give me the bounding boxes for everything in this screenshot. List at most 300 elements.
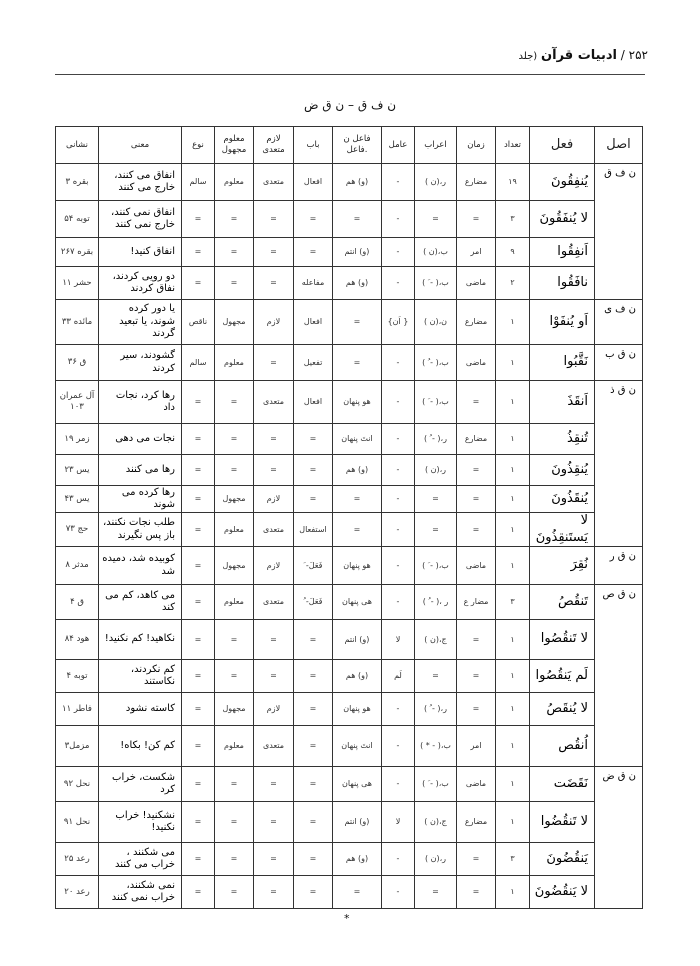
- type-cell: =: [182, 876, 215, 909]
- amil-cell: لا: [382, 620, 415, 660]
- page-header: [519, 48, 648, 63]
- bab-cell: =: [294, 486, 333, 513]
- meaning-cell: رها می کنند: [99, 455, 182, 486]
- transitivity-cell: =: [254, 767, 294, 802]
- col-meaning-header: معنی: [99, 127, 182, 164]
- voice-cell: معلوم: [215, 164, 254, 201]
- type-cell: =: [182, 802, 215, 843]
- voice-cell: =: [215, 267, 254, 300]
- count-cell: ۳: [496, 843, 530, 876]
- subject-cell: =: [333, 345, 382, 381]
- type-cell: =: [182, 424, 215, 455]
- bab-cell: تفعیل: [294, 345, 333, 381]
- volume-label: (جلد: [518, 51, 538, 62]
- amil-cell: { اَن}: [382, 300, 415, 345]
- root-cell: ن ف ق: [595, 164, 643, 300]
- type-cell: =: [182, 486, 215, 513]
- meaning-cell: انفاق کنید!: [99, 238, 182, 267]
- verb-table: [55, 126, 643, 909]
- page-number: ۲۵۲: [628, 48, 648, 62]
- transitivity-cell: =: [254, 238, 294, 267]
- tense-cell: =: [457, 876, 496, 909]
- table-row: [56, 620, 643, 660]
- verb-cell: نَقَّبُوا: [530, 345, 595, 381]
- subject-cell: (و) انتم: [333, 238, 382, 267]
- reference-cell: زمر ۱۹: [56, 424, 99, 455]
- reference-cell: یس ۴۳: [56, 486, 99, 513]
- meaning-cell: رها کرده می شوند: [99, 486, 182, 513]
- type-cell: =: [182, 547, 215, 585]
- verb-cell: لا یُنقَصُ: [530, 693, 595, 726]
- amil-cell: لا: [382, 802, 415, 843]
- reference-cell: فاطر ۱۱: [56, 693, 99, 726]
- amil-cell: -: [382, 164, 415, 201]
- root-cell: ن ق ر: [595, 547, 643, 585]
- root-cell: ن ق ص: [595, 585, 643, 767]
- table-header-row: [56, 127, 643, 164]
- amil-cell: -: [382, 201, 415, 238]
- meaning-cell: نکاهید! کم نکنید!: [99, 620, 182, 660]
- col-amil-header: عامل: [382, 127, 415, 164]
- reference-cell: آل عمران ۱۰۳: [56, 381, 99, 424]
- tense-cell: مضار ع: [457, 585, 496, 620]
- table-row: [56, 513, 643, 547]
- count-cell: ۱: [496, 345, 530, 381]
- subject-cell: (و) انتم: [333, 620, 382, 660]
- table-row: [56, 585, 643, 620]
- table-row: [56, 693, 643, 726]
- verb-cell: تُنقِذُ: [530, 424, 595, 455]
- voice-cell: =: [215, 201, 254, 238]
- voice-cell: معلوم: [215, 513, 254, 547]
- verb-cell: لا تَنقُصُوا: [530, 620, 595, 660]
- voice-cell: =: [215, 620, 254, 660]
- col-subject-header: فاعل ن .فاعل: [333, 127, 382, 164]
- table-row: [56, 767, 643, 802]
- table-row: [56, 267, 643, 300]
- table-row: [56, 164, 643, 201]
- tense-cell: مضارع: [457, 802, 496, 843]
- amil-cell: لَم: [382, 660, 415, 693]
- type-cell: =: [182, 201, 215, 238]
- root-cell: ن ق ض: [595, 767, 643, 909]
- irab-cell: =: [415, 201, 457, 238]
- transitivity-cell: =: [254, 802, 294, 843]
- voice-cell: =: [215, 767, 254, 802]
- subject-cell: =: [333, 876, 382, 909]
- transitivity-cell: =: [254, 876, 294, 909]
- verb-cell: لا تَنقُضُوا: [530, 802, 595, 843]
- col-type-header: نوع: [182, 127, 215, 164]
- irab-cell: ج،(ن ): [415, 620, 457, 660]
- verb-cell: لا یُنفَقُونَ: [530, 201, 595, 238]
- type-cell: =: [182, 726, 215, 767]
- meaning-cell: نشکنید! خراب نکنید!: [99, 802, 182, 843]
- subject-cell: =: [333, 513, 382, 547]
- table-row: [56, 660, 643, 693]
- voice-cell: =: [215, 660, 254, 693]
- count-cell: ۹: [496, 238, 530, 267]
- voice-cell: =: [215, 238, 254, 267]
- bab-cell: فَعَلَ- َ: [294, 547, 333, 585]
- count-cell: ۳: [496, 201, 530, 238]
- subject-cell: (و) هم: [333, 660, 382, 693]
- count-cell: ۱: [496, 547, 530, 585]
- meaning-cell: گشودند، سیر کردند: [99, 345, 182, 381]
- reference-cell: مائده ۳۳: [56, 300, 99, 345]
- bab-cell: =: [294, 693, 333, 726]
- count-cell: ۱: [496, 300, 530, 345]
- col-root-header: اصل: [595, 127, 643, 164]
- table-row: [56, 843, 643, 876]
- voice-cell: مجهول: [215, 693, 254, 726]
- amil-cell: -: [382, 547, 415, 585]
- transitivity-cell: =: [254, 843, 294, 876]
- reference-cell: بقره ۳: [56, 164, 99, 201]
- amil-cell: -: [382, 585, 415, 620]
- bab-cell: =: [294, 238, 333, 267]
- meaning-cell: کوبیده شد، دمیده شد: [99, 547, 182, 585]
- meaning-cell: انفاق نمی کنند، خارج نمی کنند: [99, 201, 182, 238]
- transitivity-cell: متعدی: [254, 726, 294, 767]
- tense-cell: =: [457, 486, 496, 513]
- subject-cell: =: [333, 486, 382, 513]
- tense-cell: مضارع: [457, 164, 496, 201]
- transitivity-cell: لازم: [254, 300, 294, 345]
- transitivity-cell: متعدی: [254, 164, 294, 201]
- verb-cell: یُنقَذُونَ: [530, 486, 595, 513]
- meaning-cell: رها کرد، نجات داد: [99, 381, 182, 424]
- tense-cell: =: [457, 843, 496, 876]
- amil-cell: -: [382, 267, 415, 300]
- col-reference-header: نشانی: [56, 127, 99, 164]
- voice-cell: مجهول: [215, 300, 254, 345]
- subject-cell: (و) هم: [333, 455, 382, 486]
- table-row: [56, 802, 643, 843]
- amil-cell: -: [382, 513, 415, 547]
- tense-cell: ماضی: [457, 767, 496, 802]
- type-cell: =: [182, 693, 215, 726]
- book-title: ادبیات قرآن: [541, 48, 617, 63]
- meaning-cell: طلب نجات نکنند، باز پس نگیرند: [99, 513, 182, 547]
- verb-cell: یَنقُضُونَ: [530, 843, 595, 876]
- bab-cell: مفاعله: [294, 267, 333, 300]
- voice-cell: =: [215, 424, 254, 455]
- reference-cell: حشر ۱۱: [56, 267, 99, 300]
- bab-cell: =: [294, 201, 333, 238]
- table-row: [56, 238, 643, 267]
- type-cell: =: [182, 455, 215, 486]
- tense-cell: امر: [457, 726, 496, 767]
- verb-cell: یُنقِذُونَ: [530, 455, 595, 486]
- count-cell: ۱: [496, 726, 530, 767]
- root-cell: ن ف ی: [595, 300, 643, 345]
- count-cell: ۱: [496, 660, 530, 693]
- meaning-cell: انفاق می کنند، خارج می کنند: [99, 164, 182, 201]
- type-cell: سالم: [182, 345, 215, 381]
- count-cell: ۱: [496, 802, 530, 843]
- root-cell: ن ق ب: [595, 345, 643, 381]
- tense-cell: مضارع: [457, 300, 496, 345]
- transitivity-cell: لازم: [254, 693, 294, 726]
- header-rule: [55, 74, 645, 75]
- voice-cell: =: [215, 455, 254, 486]
- root-cell: ن ق ذ: [595, 381, 643, 547]
- irab-cell: ج،(ن ): [415, 802, 457, 843]
- col-tense-header: زمان: [457, 127, 496, 164]
- meaning-cell: می شکنند ، خراب می کنند: [99, 843, 182, 876]
- tense-cell: مضارع: [457, 424, 496, 455]
- count-cell: ۳: [496, 585, 530, 620]
- bab-cell: =: [294, 726, 333, 767]
- verb-cell: نَقَضَت: [530, 767, 595, 802]
- subject-cell: (و) هم: [333, 843, 382, 876]
- verb-cell: لا یَنقُضُونَ: [530, 876, 595, 909]
- count-cell: ۱: [496, 693, 530, 726]
- subject-cell: هو پنهان: [333, 381, 382, 424]
- col-irab-header: اعراب: [415, 127, 457, 164]
- tense-cell: امر: [457, 238, 496, 267]
- amil-cell: -: [382, 424, 415, 455]
- verb-cell: اَنفِقُوا: [530, 238, 595, 267]
- meaning-cell: شکست، خراب کرد: [99, 767, 182, 802]
- header-separator: /: [620, 48, 625, 62]
- meaning-cell: کم نکردند، نکاستند: [99, 660, 182, 693]
- voice-cell: =: [215, 843, 254, 876]
- type-cell: =: [182, 843, 215, 876]
- amil-cell: -: [382, 726, 415, 767]
- voice-cell: معلوم: [215, 585, 254, 620]
- count-cell: ۱: [496, 620, 530, 660]
- type-cell: ناقص: [182, 300, 215, 345]
- type-cell: =: [182, 585, 215, 620]
- reference-cell: حج ۷۳: [56, 513, 99, 547]
- type-cell: =: [182, 267, 215, 300]
- table-row: [56, 876, 643, 909]
- bab-cell: =: [294, 455, 333, 486]
- tense-cell: ماضی: [457, 547, 496, 585]
- tense-cell: ماضی: [457, 345, 496, 381]
- verb-cell: لَم یَنقُصُوا: [530, 660, 595, 693]
- tense-cell: =: [457, 693, 496, 726]
- amil-cell: -: [382, 455, 415, 486]
- verb-cell: اُنقُص: [530, 726, 595, 767]
- amil-cell: -: [382, 381, 415, 424]
- type-cell: سالم: [182, 164, 215, 201]
- irab-cell: ب،( - َ ): [415, 767, 457, 802]
- amil-cell: -: [382, 876, 415, 909]
- table-row: [56, 726, 643, 767]
- meaning-cell: یا دور کرده شوند، یا تبعید گردند: [99, 300, 182, 345]
- reference-cell: توبه ۴: [56, 660, 99, 693]
- amil-cell: -: [382, 843, 415, 876]
- amil-cell: -: [382, 238, 415, 267]
- verb-cell: نُقِرَ: [530, 547, 595, 585]
- bab-cell: =: [294, 876, 333, 909]
- voice-cell: =: [215, 802, 254, 843]
- col-verb-header: فعل: [530, 127, 595, 164]
- bab-cell: =: [294, 767, 333, 802]
- meaning-cell: کاسته نشود: [99, 693, 182, 726]
- verb-cell: نافَقُوا: [530, 267, 595, 300]
- tense-cell: =: [457, 620, 496, 660]
- transitivity-cell: متعدی: [254, 585, 294, 620]
- bab-cell: افعال: [294, 300, 333, 345]
- count-cell: ۱: [496, 381, 530, 424]
- bab-cell: =: [294, 802, 333, 843]
- voice-cell: =: [215, 381, 254, 424]
- meaning-cell: دو رویی کردند، نفاق کردند: [99, 267, 182, 300]
- reference-cell: رعد ۲۵: [56, 843, 99, 876]
- reference-cell: بقره ۲۶۷: [56, 238, 99, 267]
- reference-cell: ق ۳۶: [56, 345, 99, 381]
- irab-cell: ر،(ن ): [415, 164, 457, 201]
- subject-cell: انتَ پنهان: [333, 726, 382, 767]
- irab-cell: ر،( - ُ ): [415, 693, 457, 726]
- count-cell: ۱: [496, 486, 530, 513]
- type-cell: =: [182, 620, 215, 660]
- table-row: [56, 201, 643, 238]
- col-transitivity-header: لازم متعدی: [254, 127, 294, 164]
- tense-cell: =: [457, 201, 496, 238]
- voice-cell: مجهول: [215, 547, 254, 585]
- irab-cell: =: [415, 486, 457, 513]
- amil-cell: -: [382, 767, 415, 802]
- reference-cell: مزمل۳: [56, 726, 99, 767]
- voice-cell: معلوم: [215, 345, 254, 381]
- subject-cell: (و) انتم: [333, 802, 382, 843]
- subject-cell: (و) هم: [333, 267, 382, 300]
- meaning-cell: نمی شکنند، خراب نمی کنند: [99, 876, 182, 909]
- table-row: [56, 381, 643, 424]
- transitivity-cell: متعدی: [254, 513, 294, 547]
- bab-cell: =: [294, 660, 333, 693]
- verb-cell: اَو یُنفَوْا: [530, 300, 595, 345]
- bab-cell: افعال: [294, 381, 333, 424]
- transitivity-cell: =: [254, 345, 294, 381]
- bab-cell: فَعَلَ- ُ: [294, 585, 333, 620]
- col-count-header: تعداد: [496, 127, 530, 164]
- irab-cell: ب،( - َ ): [415, 547, 457, 585]
- bab-cell: =: [294, 843, 333, 876]
- reference-cell: نحل ۹۱: [56, 802, 99, 843]
- count-cell: ۲: [496, 267, 530, 300]
- bab-cell: =: [294, 424, 333, 455]
- verb-cell: تَنقُصُ: [530, 585, 595, 620]
- verb-cell: یُنفِقُونَ: [530, 164, 595, 201]
- subject-cell: هی پنهان: [333, 767, 382, 802]
- table-row: [56, 547, 643, 585]
- irab-cell: =: [415, 660, 457, 693]
- tense-cell: =: [457, 660, 496, 693]
- table-row: [56, 300, 643, 345]
- subject-cell: هو پنهان: [333, 693, 382, 726]
- voice-cell: معلوم: [215, 726, 254, 767]
- table-row: [56, 424, 643, 455]
- meaning-cell: کم کن! بکاه!: [99, 726, 182, 767]
- tense-cell: ماضی: [457, 267, 496, 300]
- type-cell: =: [182, 660, 215, 693]
- irab-cell: ب،( - َ ): [415, 267, 457, 300]
- subject-cell: =: [333, 201, 382, 238]
- irab-cell: ن،(ن ): [415, 300, 457, 345]
- reference-cell: مدثر ۸: [56, 547, 99, 585]
- amil-cell: -: [382, 345, 415, 381]
- reference-cell: ق ۴: [56, 585, 99, 620]
- reference-cell: یس ۲۳: [56, 455, 99, 486]
- subject-cell: هی پنهان: [333, 585, 382, 620]
- transitivity-cell: متعدی: [254, 381, 294, 424]
- type-cell: =: [182, 238, 215, 267]
- subject-cell: =: [333, 300, 382, 345]
- reference-cell: رعد ۲۰: [56, 876, 99, 909]
- type-cell: =: [182, 767, 215, 802]
- voice-cell: مجهول: [215, 486, 254, 513]
- subject-cell: (و) هم: [333, 164, 382, 201]
- irab-cell: ر،( - ُ ): [415, 424, 457, 455]
- count-cell: ۱: [496, 513, 530, 547]
- type-cell: =: [182, 513, 215, 547]
- subject-cell: انتَ پنهان: [333, 424, 382, 455]
- reference-cell: توبه ۵۴: [56, 201, 99, 238]
- count-cell: ۱۹: [496, 164, 530, 201]
- irab-cell: ب،( - ُ ): [415, 345, 457, 381]
- verb-cell: اَنقَذَ: [530, 381, 595, 424]
- reference-cell: هود ۸۴: [56, 620, 99, 660]
- transitivity-cell: لازم: [254, 486, 294, 513]
- tense-cell: =: [457, 513, 496, 547]
- col-voice-header: معلوم مجهول: [215, 127, 254, 164]
- transitivity-cell: =: [254, 424, 294, 455]
- irab-cell: ر،(ن ): [415, 843, 457, 876]
- bab-cell: =: [294, 620, 333, 660]
- irab-cell: =: [415, 876, 457, 909]
- irab-cell: =: [415, 513, 457, 547]
- count-cell: ۱: [496, 455, 530, 486]
- verb-cell: لا یَستَنقِذُونَ: [530, 513, 595, 547]
- type-cell: =: [182, 381, 215, 424]
- footnote-mark: *: [344, 912, 350, 925]
- count-cell: ۱: [496, 424, 530, 455]
- transitivity-cell: =: [254, 620, 294, 660]
- transitivity-cell: لازم: [254, 547, 294, 585]
- amil-cell: -: [382, 693, 415, 726]
- irab-cell: ب،( - * ): [415, 726, 457, 767]
- table-row: [56, 345, 643, 381]
- tense-cell: =: [457, 381, 496, 424]
- tense-cell: =: [457, 455, 496, 486]
- table-row: [56, 455, 643, 486]
- irab-cell: ب،(ن ): [415, 238, 457, 267]
- voice-cell: =: [215, 876, 254, 909]
- transitivity-cell: =: [254, 201, 294, 238]
- meaning-cell: می کاهد، کم می کند: [99, 585, 182, 620]
- section-subtitle: ن ف ق – ن ق ض: [303, 98, 397, 112]
- irab-cell: ر ،( - ُ ): [415, 585, 457, 620]
- transitivity-cell: =: [254, 267, 294, 300]
- reference-cell: نحل ۹۲: [56, 767, 99, 802]
- transitivity-cell: =: [254, 455, 294, 486]
- bab-cell: استفعال: [294, 513, 333, 547]
- subject-cell: هو پنهان: [333, 547, 382, 585]
- count-cell: ۱: [496, 876, 530, 909]
- irab-cell: ب،( - َ ): [415, 381, 457, 424]
- bab-cell: افعال: [294, 164, 333, 201]
- amil-cell: -: [382, 486, 415, 513]
- irab-cell: ر،(ن ): [415, 455, 457, 486]
- meaning-cell: نجات می دهی: [99, 424, 182, 455]
- transitivity-cell: =: [254, 660, 294, 693]
